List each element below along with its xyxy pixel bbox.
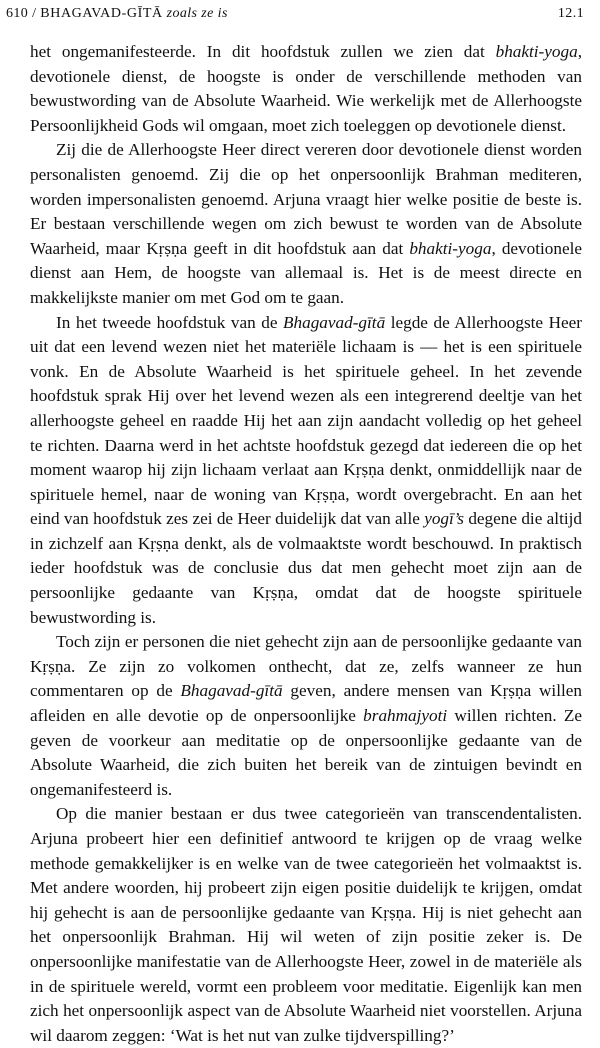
book-subtitle: zoals ze is <box>162 6 228 21</box>
body-text <box>30 40 582 1048</box>
book-title: BHAGAVAD-GĪTĀ <box>40 6 163 21</box>
italic-term: bhakti-yoga <box>409 238 492 258</box>
italic-term: yogī’s <box>424 509 464 529</box>
text-run: legde de Allerhoogste Heer uit dat een levend wezen niet het materiële lichaam is — het is een spirituele vonk. En de Absolute Waarheid is het spirituele geheel. In het zevende hoofdstuk sprak Hij over het levend wezen als een integrerend deeltje van het allerhoogste geheel en raadde Hij het aan zijn aandacht volledig op het geheel te richten. Daarna werd in het achtste hoofdstuk gezegd dat iedereen die op het moment waarop hij zijn lichaam verlaat aan Kṛṣṇa denkt, onmiddellijk naar de spirituele hemel, naar de woning van Kṛṣṇa, wordt overgebracht. En aan het eind van hoofdstuk zes zei de Heer duidelijk dat van alle <box>30 312 582 529</box>
italic-term: Bhagavad-gītā <box>180 681 283 701</box>
text-run: degene die altijd in zichzelf aan Kṛṣṇa denkt, als de volmaaktste wordt beschouwd. In praktisch ieder hoofdstuk was de conclusie dus dat men gehecht moet zijn aan de persoonlijke gedaante van Kṛṣṇa, omdat dat de hoogste spirituele bewustwording is. <box>30 509 582 627</box>
text-run: , devotionele dienst, de hoogste is onder de verschillende methoden van bewustwording van de Absolute Waarheid. Wie werkelijk met de Allerhoogste Persoonlijkheid Gods wil omgaan, moet zich toeleggen op devotionele dienst. <box>30 42 582 135</box>
running-head <box>6 6 584 28</box>
text-run: geven, andere mensen van Kṛṣṇa willen afleiden en alle devotie op de onpersoonlijke <box>30 681 582 726</box>
italic-term: bhakti-yoga <box>495 42 578 61</box>
running-head-left <box>6 6 228 22</box>
text-run: willen richten. Ze geven de voorkeur aan meditatie op de onpersoonlijke gedaante van de Absolute Waarheid, die zich buiten het bereik van de zintuigen bevindt en ongemanifesteerd is. <box>30 706 583 799</box>
verse-reference: 12.1 <box>557 6 584 21</box>
paragraph <box>30 802 582 1048</box>
text-run: Op die manier bestaan er dus twee categorieën van transcendentalisten. Arjuna probeert hier een definitief antwoord te krijgen op de vraag welke methode gemakkelijker is en welke van de twee categorieën het volmaaktst is. Met andere woorden, hij probeert zijn eigen positie duidelijk te krijgen, omdat hij gehecht is aan de persoonlijke gedaante van Kṛṣṇa. Hij is niet gehecht aan het onpersoonlijk Brahman. Hij wil weten of zijn positie zeker is. De onpersoonlijke manifestatie van de Allerhoogste Heer, zowel in de materiële als in de spirituele wereld, vormt een probleem voor meditatie. Eigenlijk kan men zich het onpersoonlijk aspect van de Absolute Waarheid niet voorstellen. Arjuna wil daarom zeggen: ‘Wat is het nut van zulke tijdverspilling?’ <box>30 804 582 1045</box>
paragraph <box>30 40 582 138</box>
text-run: Toch zijn er personen die niet gehecht zijn aan de persoonlijke gedaante van Kṛṣṇa. Ze zijn zo volkomen onthecht, dat ze, zelfs wanneer ze hun commentaren op de <box>30 632 582 701</box>
running-head-separator: / <box>28 6 41 21</box>
page-number: 610 <box>6 6 29 21</box>
italic-term: Bhagavad-gītā <box>283 312 386 332</box>
text-run: het ongemanifesteerde. In dit hoofdstuk zullen we zien dat <box>30 42 496 61</box>
text-run: In het tweede hoofdstuk van de <box>56 312 284 332</box>
italic-term: brahmajyoti <box>363 706 448 726</box>
paragraph <box>30 138 582 310</box>
text-run: , devotionele dienst aan Hem, de hoogste van allemaal is. Het is de meest directe en makkelijkste manier om met God om te gaan. <box>30 238 582 307</box>
paragraph <box>30 630 582 802</box>
running-head-right <box>558 6 584 22</box>
text-run: Zij die de Allerhoogste Heer direct vereren door devotionele dienst worden personalisten genoemd. Zij die op het onpersoonlijk Brahman mediteren, worden impersonalisten genoemd. Arjuna vraagt hier welke positie de beste is. Er bestaan verschillende wegen om zich bewust te worden van de Absolute Waarheid, maar Kṛṣṇa geeft in dit hoofdstuk aan dat <box>30 140 582 258</box>
paragraph <box>30 311 582 631</box>
